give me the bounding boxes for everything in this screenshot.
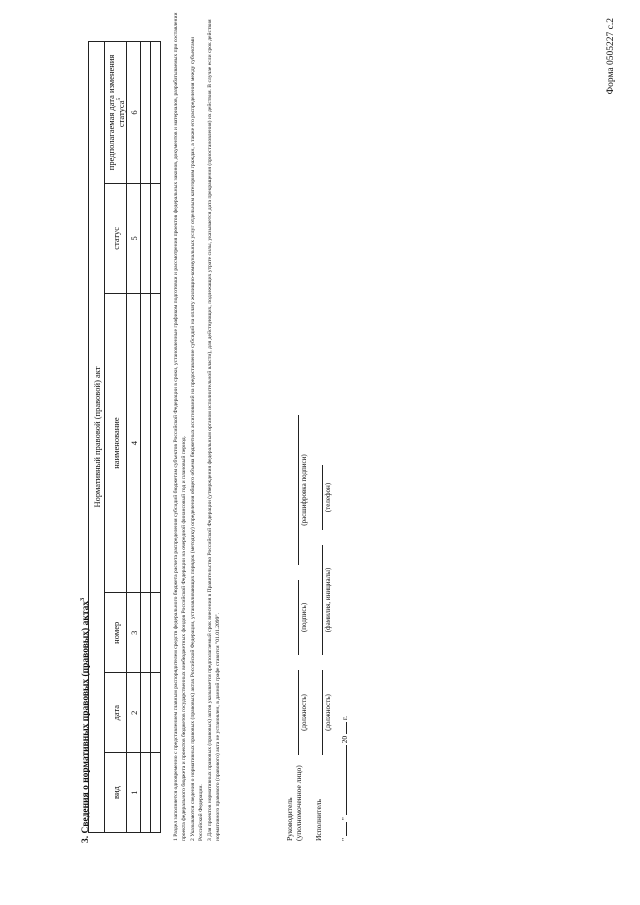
date-year: 20 — [340, 735, 349, 744]
date-suffix: г. — [340, 716, 349, 721]
date-quote-open: " — [340, 837, 349, 841]
position-caption: (должность) — [300, 694, 308, 731]
footnote-1: 1 Раздел заполняется одновременно с представлением главным распорядителем средств федерального бюджета расчета распределения субсидий бюджетам субъектов Российской Федерации в сроки, установленные графиком подготовки и рассмотрения проектов федеральных законов, документов и материалов, разрабатываемых при составлении проекта федерального бюджета и проектов бюджетов государственных внебюджетных фондов Российской Федерации на очередной финансовый год и плановый период. — [173, 12, 188, 841]
decode-line — [298, 415, 299, 565]
group-header: Нормативный правовой (правовой) акт — [89, 42, 105, 833]
table-cell — [151, 42, 161, 184]
date-quote-close: " — [340, 817, 349, 821]
position-caption-2: (должность) — [324, 694, 332, 731]
table-cell — [141, 593, 151, 673]
head-label-2: (уполномоченное лицо) — [294, 765, 303, 841]
col-header-date: дата — [105, 673, 127, 753]
day-blank — [346, 822, 347, 836]
signature-line — [298, 580, 299, 655]
table-cell — [151, 673, 161, 753]
section-title-text: 3. Сведения о нормативных правовых (правовых) актах — [81, 600, 92, 843]
signature-caption: (подпись) — [300, 602, 308, 633]
col-header-number: номер — [105, 593, 127, 673]
table-row — [141, 42, 151, 833]
col-header-status: статус — [105, 183, 127, 293]
position-line — [298, 670, 299, 755]
footnotes — [172, 11, 222, 841]
table-cell — [151, 293, 161, 593]
table-cell — [141, 42, 151, 184]
month-blank — [346, 745, 347, 815]
col-num-3: 3 — [127, 593, 141, 673]
table-cell — [141, 753, 151, 833]
date-line — [340, 716, 349, 841]
table-cell — [141, 673, 151, 753]
footnote-3: 3 Для проектов нормативных правовых (правовых) актов указывается предполагаемый срок внесения в Правительство Российской Федерации (утверждения федеральным органом исполнительной власти), для действующих, подлежащих утрате силы, указывается дата прекращения (приостановления) их действия. В случае если срок действия нормативного правового (правового) акта не установлен, в данной графе ставится "01.01.2099". — [206, 19, 222, 841]
table-cell — [141, 183, 151, 293]
footnote-2: 2 Указываются сведения о нормативных правовых (правовых) актах Российской Федерации, устанавливающих порядок (методику) определения общего объема бюджетных ассигнований на предоставление субсидий на оплату жилищно-коммунальных услуг отдельным категориям граждан, а также его распределения между субъектами Российской Федерации. — [189, 36, 205, 841]
col-header-status-date-sup: 5 — [115, 97, 122, 101]
col-num-1: 1 — [127, 753, 141, 833]
table-cell — [151, 753, 161, 833]
col-header-vid: вид — [105, 753, 127, 833]
phone-caption: (телефон) — [324, 482, 332, 513]
head-label — [285, 765, 303, 841]
col-num-2: 2 — [127, 673, 141, 753]
table-cell — [151, 183, 161, 293]
col-header-name: наименование — [105, 293, 127, 593]
table-cell — [141, 293, 151, 593]
executor-label: Исполнитель — [314, 799, 323, 841]
fio-line — [322, 545, 323, 655]
decode-caption: (расшифровка подписи) — [300, 454, 308, 526]
acts-table — [88, 41, 161, 833]
section-title-sup: 3 — [80, 597, 86, 601]
form-number: Форма 0505227 с.2 — [606, 18, 616, 95]
col-header-status-date — [105, 42, 127, 184]
table-cell — [151, 593, 161, 673]
col-num-4: 4 — [127, 293, 141, 593]
phone-line — [322, 465, 323, 530]
table-row — [151, 42, 161, 833]
fio-caption: (фамилия, инициалы) — [324, 567, 332, 633]
year-blank — [346, 722, 347, 734]
head-label-1: Руководитель — [285, 797, 294, 841]
col-header-status-date-text: предполагаемая дата изменения статуса — [105, 54, 126, 171]
col-num-6: 6 — [127, 42, 141, 184]
position-line-2 — [322, 670, 323, 755]
col-num-5: 5 — [127, 183, 141, 293]
